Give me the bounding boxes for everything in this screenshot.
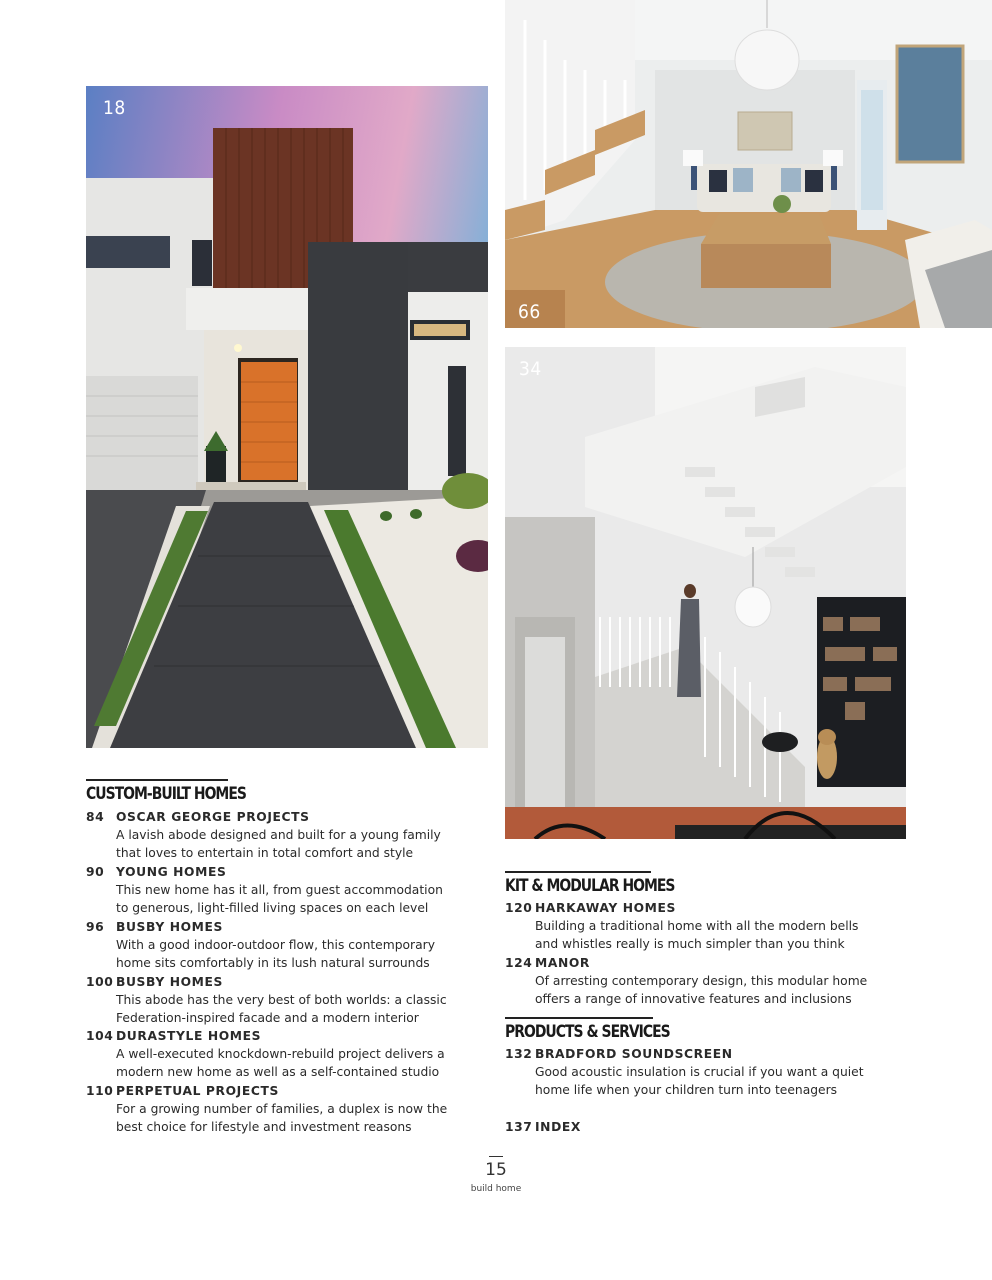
section-rule [505,871,651,873]
toc-entry-description: home sits comfortably in its lush natural surrounds [116,956,430,970]
toc-page-number: 120 [505,901,533,915]
toc-page-number: 84 [86,810,105,824]
section-rule [86,779,228,781]
section-title-kit-modular: KIT & MODULAR HOMES [505,876,675,896]
toc-page-number: 100 [86,975,114,989]
toc-entry-description: With a good indoor-outdoor flow, this contemporary [116,938,435,952]
toc-entry-title: DURASTYLE HOMES [116,1029,262,1043]
toc-entry-description: offers a range of innovative features and inclusions [535,992,852,1006]
toc-page-number: 104 [86,1029,114,1043]
photo-page-number: 34 [519,358,542,380]
toc-entry-title: INDEX [535,1120,581,1134]
toc-entry-description: to generous, light-filled living spaces on each level [116,901,429,915]
toc-entry-description: A lavish abode designed and built for a young family [116,828,441,842]
toc-entry[interactable] [505,899,905,954]
folio-brand: build home [470,1184,522,1194]
toc-entry-description: Good acoustic insulation is crucial if you want a quiet [535,1065,864,1079]
toc-entry-description: This new home has it all, from guest accommodation [116,883,443,897]
section-title-products-services: PRODUCTS & SERVICES [505,1022,670,1042]
folio-rule [489,1156,503,1157]
toc-entry[interactable] [86,863,486,918]
photo-page-number: 66 [518,301,541,323]
toc-entry[interactable] [86,1082,486,1137]
toc-page-number: 132 [505,1047,533,1061]
toc-entry-title: BUSBY HOMES [116,975,223,989]
toc-entry-title: OSCAR GEORGE PROJECTS [116,810,310,824]
toc-entry[interactable] [505,1045,905,1100]
toc-page-number: 110 [86,1084,114,1098]
toc-entry[interactable] [505,954,905,1009]
toc-page-number: 124 [505,956,533,970]
toc-entry-description: Federation-inspired facade and a modern interior [116,1011,419,1025]
toc-entry[interactable] [86,918,486,973]
staircase-interior-photo [505,347,906,839]
toc-entry-description: This abode has the very best of both worlds: a classic [116,993,447,1007]
toc-entry[interactable] [505,1118,905,1138]
toc-entry-description: that loves to entertain in total comfort and style [116,846,414,860]
toc-entry-description: A well-executed knockdown-rebuild project delivers a [116,1047,445,1061]
living-room-photo [505,0,992,328]
toc-page-number: 96 [86,920,105,934]
toc-entry[interactable] [86,808,486,863]
toc-entry-title: YOUNG HOMES [116,865,227,879]
toc-page-number: 137 [505,1120,533,1134]
toc-page-number: 90 [86,865,105,879]
toc-entry-title: MANOR [535,956,590,970]
toc-entry-description: modern new home as well as a self-contained studio [116,1065,440,1079]
toc-entry-title: HARKAWAY HOMES [535,901,676,915]
toc-entry-title: BUSBY HOMES [116,920,223,934]
toc-entry-description: Of arresting contemporary design, this modular home [535,974,868,988]
toc-entry-title: BRADFORD SOUNDSCREEN [535,1047,733,1061]
section-title-custom-built: CUSTOM-BUILT HOMES [86,784,246,804]
section-rule [505,1017,653,1019]
toc-entry-description: best choice for lifestyle and investment reasons [116,1120,412,1134]
exterior-house-photo [86,86,488,748]
photo-page-number: 18 [103,97,126,119]
toc-entry[interactable] [86,973,486,1028]
toc-entry-description: home life when your children turn into teenagers [535,1083,838,1097]
folio-page-number: 15 [485,1160,507,1180]
toc-entry-description: and whistles really is much simpler than you think [535,937,845,951]
toc-entry-description: For a growing number of families, a duplex is now the [116,1102,448,1116]
toc-entry-description: Building a traditional home with all the modern bells [535,919,859,933]
toc-entry-title: PERPETUAL PROJECTS [116,1084,279,1098]
toc-entry[interactable] [86,1027,486,1082]
